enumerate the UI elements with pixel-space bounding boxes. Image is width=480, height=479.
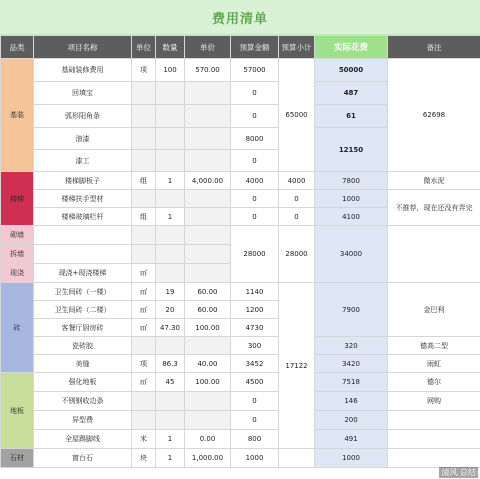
item-cell[interactable]: 基础装修费用 (34, 59, 132, 82)
table-row[interactable] (1, 373, 480, 392)
item-cell[interactable]: 不锈钢收边条 (34, 392, 132, 411)
header-unit[interactable]: 单位 (132, 36, 156, 59)
actual-cell[interactable]: 487 (315, 82, 388, 105)
note-cell-base[interactable]: 62698 (388, 59, 480, 172)
actual-cell[interactable]: 1000 (315, 449, 388, 468)
unit-cell[interactable]: 组 (132, 172, 156, 190)
actual-cell-wall[interactable]: 34000 (315, 226, 388, 283)
qty-cell[interactable] (156, 128, 185, 150)
subtotal-cell[interactable]: 0 (279, 190, 315, 208)
qty-cell[interactable]: 47.30 (156, 319, 185, 337)
unit-cell[interactable]: ㎡ (132, 301, 156, 319)
qty-cell[interactable] (156, 105, 185, 128)
price-cell[interactable]: 60.00 (185, 283, 231, 301)
note-cell-tiles[interactable]: 金巴利 (388, 283, 480, 337)
budget-cell[interactable]: 0 (231, 82, 279, 105)
expense-table (0, 35, 480, 468)
qty-cell[interactable] (156, 264, 185, 283)
budget-cell[interactable]: 1140 (231, 283, 279, 301)
price-cell[interactable]: 60.00 (185, 301, 231, 319)
price-cell[interactable]: 100.00 (185, 373, 231, 392)
unit-cell[interactable]: 项 (132, 59, 156, 82)
category-cell-base[interactable]: 基装 (1, 59, 34, 172)
budget-cell[interactable]: 0 (231, 208, 279, 226)
qty-cell[interactable]: 1 (156, 449, 185, 468)
qty-cell[interactable]: 20 (156, 301, 185, 319)
subtotal-cell-base[interactable]: 65000 (279, 59, 315, 172)
table-row[interactable] (1, 190, 480, 208)
qty-cell[interactable]: 86.3 (156, 355, 185, 373)
category-cell-stair[interactable]: 楼梯 (1, 172, 34, 226)
category-cell-tiles[interactable]: 砖 (1, 283, 34, 373)
qty-cell[interactable] (156, 150, 185, 172)
table-row[interactable] (1, 59, 480, 82)
price-cell[interactable] (185, 105, 231, 128)
table-row[interactable] (1, 392, 480, 411)
actual-cell[interactable]: 3420 (315, 355, 388, 373)
budget-cell[interactable]: 0 (231, 150, 279, 172)
unit-cell[interactable]: ㎡ (132, 373, 156, 392)
actual-cell[interactable]: 320 (315, 337, 388, 355)
qty-cell[interactable] (156, 392, 185, 411)
price-cell[interactable] (185, 226, 231, 245)
unit-cell[interactable]: 米 (132, 430, 156, 449)
budget-cell-wall[interactable]: 28000 (231, 226, 279, 283)
actual-cell[interactable]: 7800 (315, 172, 388, 190)
category-cell-floor[interactable]: 地板 (1, 373, 34, 449)
unit-cell[interactable]: 块 (132, 449, 156, 468)
table-row[interactable] (1, 449, 480, 468)
item-cell[interactable]: 客餐厅厨房砖 (34, 319, 132, 337)
unit-cell[interactable] (132, 245, 156, 264)
table-row[interactable] (1, 337, 480, 355)
subtotal-cell[interactable] (279, 449, 315, 468)
item-cell[interactable]: 回填宝 (34, 82, 132, 105)
note-cell[interactable]: 德尔 (388, 373, 480, 392)
budget-cell[interactable]: 0 (231, 392, 279, 411)
actual-cell[interactable]: 146 (315, 392, 388, 411)
unit-cell[interactable] (132, 190, 156, 208)
budget-cell[interactable]: 0 (231, 105, 279, 128)
header-price[interactable]: 单价 (185, 36, 231, 59)
unit-cell[interactable] (132, 82, 156, 105)
unit-cell[interactable] (132, 150, 156, 172)
qty-cell[interactable] (156, 337, 185, 355)
price-cell[interactable] (185, 392, 231, 411)
table-row[interactable] (1, 226, 480, 245)
table-row[interactable] (1, 411, 480, 430)
budget-cell[interactable]: 0 (231, 190, 279, 208)
qty-cell[interactable] (156, 82, 185, 105)
unit-cell[interactable] (132, 392, 156, 411)
budget-cell[interactable]: 8000 (231, 128, 279, 150)
actual-cell[interactable]: 61 (315, 105, 388, 128)
unit-cell[interactable]: ㎡ (132, 319, 156, 337)
subtotal-cell-tiles-floor[interactable]: 17122 (279, 283, 315, 449)
qty-cell[interactable] (156, 245, 185, 264)
unit-cell[interactable] (132, 105, 156, 128)
table-row[interactable] (1, 355, 480, 373)
note-cell[interactable] (388, 449, 480, 468)
item-cell[interactable]: 漆工 (34, 150, 132, 172)
price-cell[interactable]: 0.00 (185, 430, 231, 449)
item-cell[interactable]: 楼梯玻璃栏杆 (34, 208, 132, 226)
price-cell[interactable]: 1,000.00 (185, 449, 231, 468)
price-cell[interactable]: 100.00 (185, 319, 231, 337)
actual-cell[interactable]: 1000 (315, 190, 388, 208)
category-cell-brick[interactable]: 砌墙 (1, 226, 34, 245)
item-cell[interactable]: 卫生间砖（一楼） (34, 283, 132, 301)
unit-cell[interactable] (132, 128, 156, 150)
budget-cell[interactable]: 1200 (231, 301, 279, 319)
item-cell[interactable]: 强化地板 (34, 373, 132, 392)
unit-cell[interactable]: 组 (132, 208, 156, 226)
table-row[interactable] (1, 430, 480, 449)
unit-cell[interactable]: ㎡ (132, 264, 156, 283)
item-cell[interactable] (34, 245, 132, 264)
category-cell-stone[interactable]: 石材 (1, 449, 34, 468)
budget-cell[interactable]: 57000 (231, 59, 279, 82)
note-cell-wall[interactable] (388, 226, 480, 283)
note-cell[interactable] (388, 411, 480, 430)
header-qty[interactable]: 数量 (156, 36, 185, 59)
price-cell[interactable] (185, 128, 231, 150)
actual-cell[interactable]: 200 (315, 411, 388, 430)
table-row[interactable] (1, 172, 480, 190)
table-row[interactable] (1, 283, 480, 301)
price-cell[interactable]: 4,000.00 (185, 172, 231, 190)
item-cell[interactable] (34, 226, 132, 245)
note-cell[interactable]: 雨虹 (388, 355, 480, 373)
item-cell[interactable]: 卫生间砖（二楼） (34, 301, 132, 319)
price-cell[interactable]: 570.00 (185, 59, 231, 82)
header-item[interactable]: 项目名称 (34, 36, 132, 59)
price-cell[interactable] (185, 150, 231, 172)
actual-cell[interactable]: 4100 (315, 208, 388, 226)
header-category[interactable]: 品类 (1, 36, 34, 59)
category-cell-newwall[interactable]: 拆墙 (1, 245, 34, 264)
header-budget[interactable]: 预算金额 (231, 36, 279, 59)
qty-cell[interactable]: 1 (156, 430, 185, 449)
header-actual[interactable]: 实际花费 (315, 36, 388, 59)
category-cell-cast[interactable]: 现浇 (1, 264, 34, 283)
item-cell[interactable]: 异型费 (34, 411, 132, 430)
subtotal-cell[interactable]: 4000 (279, 172, 315, 190)
budget-cell[interactable]: 4500 (231, 373, 279, 392)
header-subtotal[interactable]: 预算小计 (279, 36, 315, 59)
note-cell-stair[interactable]: 不推荐，现在还没有弄完 (388, 190, 480, 226)
price-cell[interactable] (185, 264, 231, 283)
item-cell[interactable]: 全屋踢脚线 (34, 430, 132, 449)
price-cell[interactable] (185, 82, 231, 105)
actual-cell[interactable]: 491 (315, 430, 388, 449)
budget-cell[interactable]: 300 (231, 337, 279, 355)
unit-cell[interactable] (132, 337, 156, 355)
budget-cell[interactable]: 4730 (231, 319, 279, 337)
budget-cell[interactable]: 3452 (231, 355, 279, 373)
actual-cell-tiles[interactable]: 7900 (315, 283, 388, 337)
header-note[interactable]: 备注 (388, 36, 480, 59)
budget-cell[interactable]: 800 (231, 430, 279, 449)
qty-cell[interactable] (156, 190, 185, 208)
note-cell[interactable]: 德高二型 (388, 337, 480, 355)
item-cell[interactable]: 窗台石 (34, 449, 132, 468)
budget-cell[interactable]: 1000 (231, 449, 279, 468)
subtotal-cell-wall[interactable]: 28000 (279, 226, 315, 283)
actual-cell[interactable]: 7518 (315, 373, 388, 392)
qty-cell[interactable]: 19 (156, 283, 185, 301)
actual-cell[interactable]: 50000 (315, 59, 388, 82)
item-cell[interactable]: 楼梯扶手型材 (34, 190, 132, 208)
item-cell[interactable]: 美缝 (34, 355, 132, 373)
price-cell[interactable] (185, 208, 231, 226)
unit-cell[interactable] (132, 411, 156, 430)
unit-cell[interactable] (132, 226, 156, 245)
price-cell[interactable] (185, 245, 231, 264)
item-cell[interactable]: 瓷砖胶 (34, 337, 132, 355)
price-cell[interactable] (185, 411, 231, 430)
note-cell[interactable] (388, 430, 480, 449)
budget-cell[interactable]: 4000 (231, 172, 279, 190)
item-cell[interactable]: 楼梯脚板子 (34, 172, 132, 190)
budget-cell[interactable]: 0 (231, 411, 279, 430)
watermark: 清风 总结 (441, 468, 476, 477)
unit-cell[interactable]: 项 (132, 355, 156, 373)
item-cell[interactable]: 弧形阳角条 (34, 105, 132, 128)
qty-cell[interactable]: 1 (156, 172, 185, 190)
subtotal-cell[interactable]: 0 (279, 208, 315, 226)
item-cell[interactable]: 油漆 (34, 128, 132, 150)
qty-cell[interactable] (156, 226, 185, 245)
header-row (1, 36, 480, 59)
item-cell[interactable]: 现浇+现浇楼梯 (34, 264, 132, 283)
qty-cell[interactable]: 1 (156, 208, 185, 226)
note-cell[interactable]: 网购 (388, 392, 480, 411)
note-cell[interactable]: 微水泥 (388, 172, 480, 190)
actual-cell[interactable]: 12150 (315, 128, 388, 172)
price-cell[interactable]: 40.00 (185, 355, 231, 373)
price-cell[interactable] (185, 190, 231, 208)
sheet-title: 费用清单 (0, 0, 480, 35)
unit-cell[interactable]: ㎡ (132, 283, 156, 301)
price-cell[interactable] (185, 337, 231, 355)
qty-cell[interactable]: 100 (156, 59, 185, 82)
qty-cell[interactable] (156, 411, 185, 430)
qty-cell[interactable]: 45 (156, 373, 185, 392)
